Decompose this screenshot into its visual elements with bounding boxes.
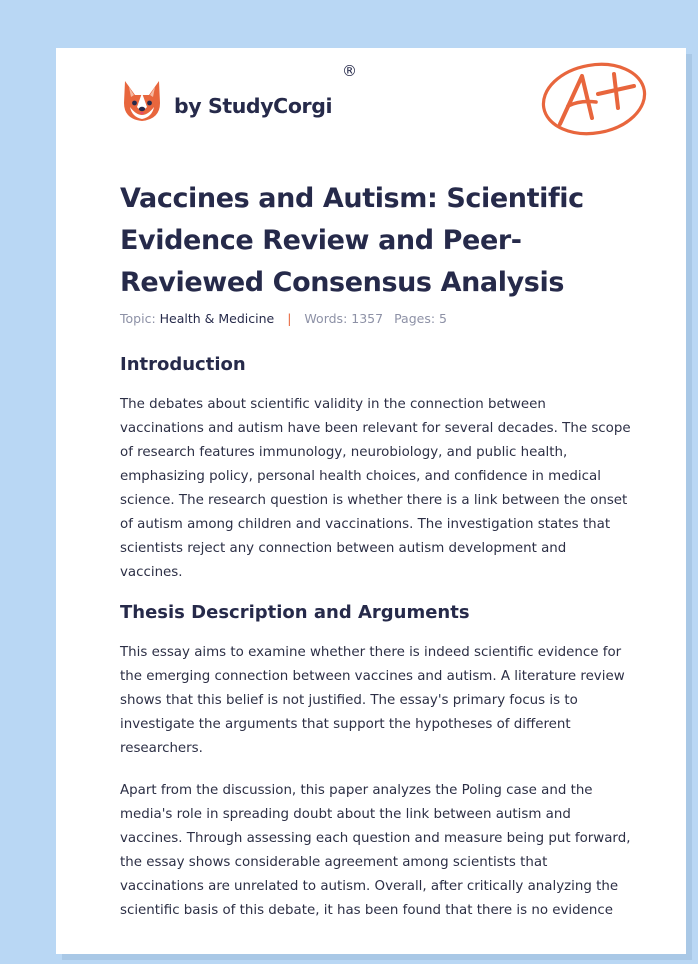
topic-link[interactable]: Health & Medicine: [159, 311, 275, 326]
essay-content: [120, 352, 632, 923]
thesis-heading: Thesis Description and Arguments: [120, 602, 470, 623]
topic-label: Topic:: [120, 311, 156, 326]
introduction-paragraph: The debates about scientific validity in the connection between vaccinations and autism have been relevant for several decades. The scope of research features immunology, neurobiology, and public health, emphasizing policy, personal health choices, and confidence in medical science. The research question is whether there is a link between the onset of autism among children and vaccinations. The investigation states that scientists reject any connection between autism development and vaccines.: [120, 397, 631, 580]
grade-a-plus-stamp: [538, 60, 650, 140]
essay-title: Vaccines and Autism: Scientific Evidence Review and Peer-Reviewed Consensus Analysis: [120, 183, 584, 298]
meta-separator: |: [287, 311, 292, 326]
corgi-icon: [122, 79, 162, 123]
pages-label: Pages:: [394, 311, 436, 326]
document-page: [56, 48, 686, 954]
studycorgi-logo[interactable]: [122, 76, 332, 126]
brand-name: by StudyCorgi: [174, 94, 333, 118]
registered-mark: ®: [342, 62, 357, 80]
words-label: Words:: [304, 311, 348, 326]
words-value: 1357: [351, 311, 384, 326]
pages-value: 5: [439, 311, 447, 326]
thesis-paragraph-1: This essay aims to examine whether there is indeed scientific evidence for the emerging connection between vaccines and autism. A literature review shows that this belief is not justified. The essay's primary focus is to investigate the arguments that support the hypotheses of different researchers.: [120, 645, 625, 756]
introduction-heading: Introduction: [120, 354, 246, 375]
thesis-paragraph-2: Apart from the discussion, this paper analyzes the Poling case and the media's role in spreading doubt about the link between autism and vaccines. Through assessing each question and measure being put forward, the essay shows considerable agreement among scientists that vaccinations are unrelated to autism. Overall, after critically analyzing the scientific basis of this debate, it has been found that there is no evidence: [120, 783, 631, 918]
essay-meta: [120, 311, 447, 326]
